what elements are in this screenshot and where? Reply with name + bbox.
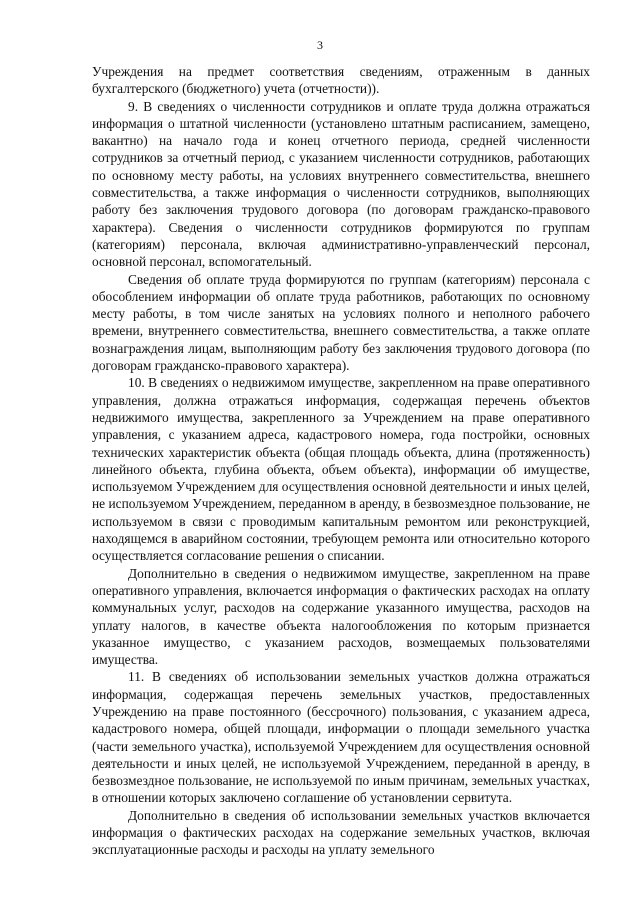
paragraph: 9. В сведениях о численности сотрудников и оплате труда должна отражаться информация о штатной численности (установлено штатным расписанием, замещено, вакантно) на начало года и конец отчетного периода, средней численности сотрудников за отчетный период, с указанием численности сотрудников, работающих по основному месту работы, на условиях внутреннего совместительства, внешнего совместительства, а также информация о численности сотрудников, выполняющих работу без заключения трудового договора (по договорам гражданско-правового характера). Сведения о численности сотрудников формируются по группам (категориям) персонала, включая административно-управленческий персонал, основной персонал, вспомогательный. xyxy=(92,98,590,270)
page-number: 3 xyxy=(317,38,323,52)
paragraph: 10. В сведениях о недвижимом имуществе, закрепленном на праве оперативного управления, должна отражаться информация, содержащая перечень объектов недвижимого имущества, закрепленного за Учреждением на праве оперативного управления, с указанием адреса, кадастрового номера, года постройки, основных технических характеристик объекта (общая площадь объекта, длина (протяженность) линейного объекта, глубина объекта, объем объекта), информации об имуществе, используемом Учреждением для осуществления основной деятельности и иных целей, не используемом Учреждением, переданном в аренду, в безвозмездное пользование, не используемом в связи с проводимым капитальным ремонтом или реконструкцией, находящемся в аварийном состоянии, требующем ремонта или относительно которого осуществляется согласование решения о списании. xyxy=(92,375,590,564)
paragraph: Учреждения на предмет соответствия сведениям, отраженным в данных бухгалтерского (бюджетного) учета (отчетности)). xyxy=(92,64,590,97)
paragraph: Дополнительно в сведения о недвижимом имуществе, закрепленном на праве оперативного управления, включается информация о фактических расходах на оплату коммунальных услуг, расходов на содержание указанного имущества, расходов на уплату налогов, в качестве объекта налогообложения по которым признается указанное имущество, с указанием расходов, возмещаемых пользователями имущества. xyxy=(92,565,590,668)
document-body xyxy=(92,63,590,859)
paragraph: 11. В сведениях об использовании земельных участков должна отражаться информация, содержащая перечень земельных участков, предоставленных Учреждению на праве постоянного (бессрочного) пользования, с указанием адреса, кадастрового номера, общей площади, информации о площади земельного участка (части земельного участка), используемой Учреждением для осуществления основной деятельности и иных целей, не используемой Учреждением, переданной в аренду, в безвозмездное пользование, не используемой по иным причинам, земельных участках, в отношении которых заключено соглашение об установлении сервитута. xyxy=(92,669,590,806)
paragraph: Дополнительно в сведения об использовании земельных участков включается информация о фактических расходах на содержание земельных участков, включая эксплуатационные расходы и расходы на уплату земельного xyxy=(92,807,590,858)
paragraph: Сведения об оплате труда формируются по группам (категориям) персонала с обособлением информации об оплате труда работников, работающих по основному месту работы, в том числе занятых на условиях полного и неполного рабочего времени, внутреннего совместительства, внешнего совместительства, а также оплате вознаграждения лицам, выполняющим работу без заключения трудового договора (по договорам гражданско-правового характера). xyxy=(92,271,590,374)
